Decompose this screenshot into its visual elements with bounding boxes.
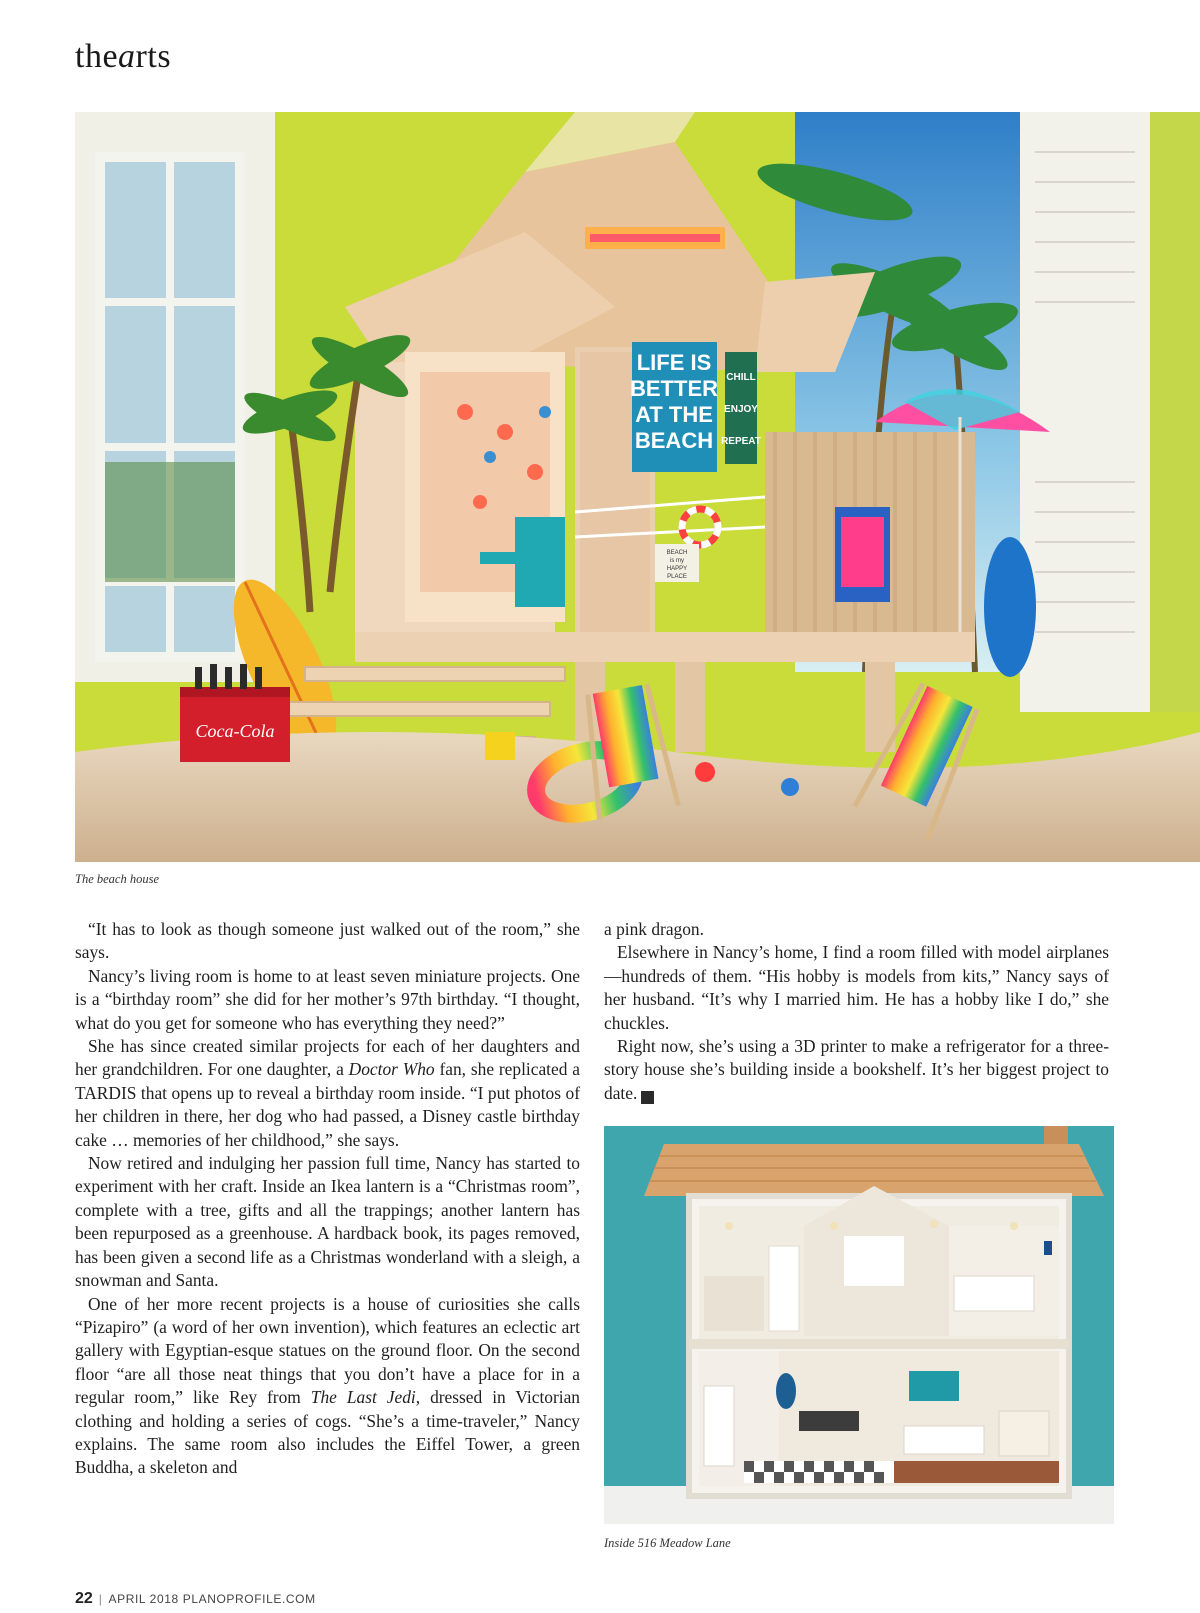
page-footer: 22 | APRIL 2018 PLANOPROFILE.COM (75, 1590, 316, 1607)
side-sign-1: CHILL (726, 372, 756, 383)
sign-line-4: BEACH (634, 428, 714, 453)
page-number: 22 (75, 1590, 93, 1607)
small-sign-4: PLACE (667, 574, 687, 580)
paragraph: Right now, she’s using a 3D printer to make a refrigerator for a three-story house she’s building inside a bookshelf. It’s her biggest project to date. P (604, 1036, 1109, 1103)
paragraph: “It has to look as though someone just walked out of the room,” she says. (75, 919, 580, 963)
sign-line-3: AT THE (635, 402, 713, 427)
site-link[interactable]: PLANOPROFILE.COM (182, 1592, 316, 1606)
side-sign-2: ENJOY (724, 404, 758, 415)
beach-house-photo (75, 112, 1200, 862)
sign-line-1: LIFE IS (636, 350, 712, 375)
article-column-right (604, 918, 1109, 1105)
title-emphasis: The Last Jedi (310, 1387, 416, 1408)
paragraph: Now retired and indulging her passion full time, Nancy has started to experiment with her craft. Inside an Ikea lantern is a “Christmas room”, complete with a tree, gifts and all the trappings; another lantern has been repurposed as a greenhouse. A hardback book, its pages removed, has been given a second life as a Christmas wonderland with a sleigh, a snowman and Santa. (75, 1153, 580, 1291)
paragraph: Nancy’s living room is home to at least seven miniature projects. One is a “birthday room” she did for her mother’s 97th birthday. “I thought, what do you get for someone who has everything they need?” (75, 965, 580, 1033)
small-sign-3: HAPPY (666, 566, 688, 572)
sign-line-2: BETTER (630, 376, 718, 401)
paragraph: One of her more recent projects is a house of curiosities she calls “Pizapiro” (a word of her own invention), which features an eclectic art gallery with Egyptian-esque statues on the ground floor. On the second floor “are all those neat things that you don’t have a place for in a regular room,” like Rey from The Last Jedi, dressed in Victorian clothing and holding a series of cogs. “She’s a time-traveler,” Nancy explains. The same room also includes the Eiffel Tower, a green Buddha, a skeleton and (75, 1293, 581, 1478)
hero-caption: The beach house (75, 872, 160, 886)
small-sign-1: BEACH (666, 550, 688, 556)
dollhouse-photo (604, 1126, 1114, 1524)
small-sign-2: is my (670, 558, 684, 564)
dollhouse-caption: Inside 516 Meadow Lane (604, 1536, 731, 1550)
paragraph: Elsewhere in Nancy’s home, I find a room filled with model airplanes—hundreds of them. “His hobby is models from kits,” Nancy says of her husband. “It’s why I married him. He has a hobby like I do,” she chuckles. (604, 942, 1109, 1033)
article-column-left (75, 918, 580, 1480)
paragraph: a pink dragon. (604, 919, 704, 939)
cooler-logo: Coca-Cola (195, 721, 275, 741)
section-header: thearts (75, 38, 172, 75)
issue-date: APRIL 2018 (108, 1592, 179, 1606)
paragraph: She has since created similar projects for each of her daughters and her grandchildren. For one daughter, a Doctor Who fan, she replicated a TARDIS that opens up to reveal a birthday room inside. “I put photos of her children in there, her dog who had passed, a Disney castle birthday cake … memories of her childhood,” she says. (75, 1036, 580, 1150)
title-emphasis: Doctor Who (348, 1059, 435, 1080)
side-sign-3: REPEAT (721, 436, 761, 447)
end-mark-icon: P (641, 1091, 654, 1104)
